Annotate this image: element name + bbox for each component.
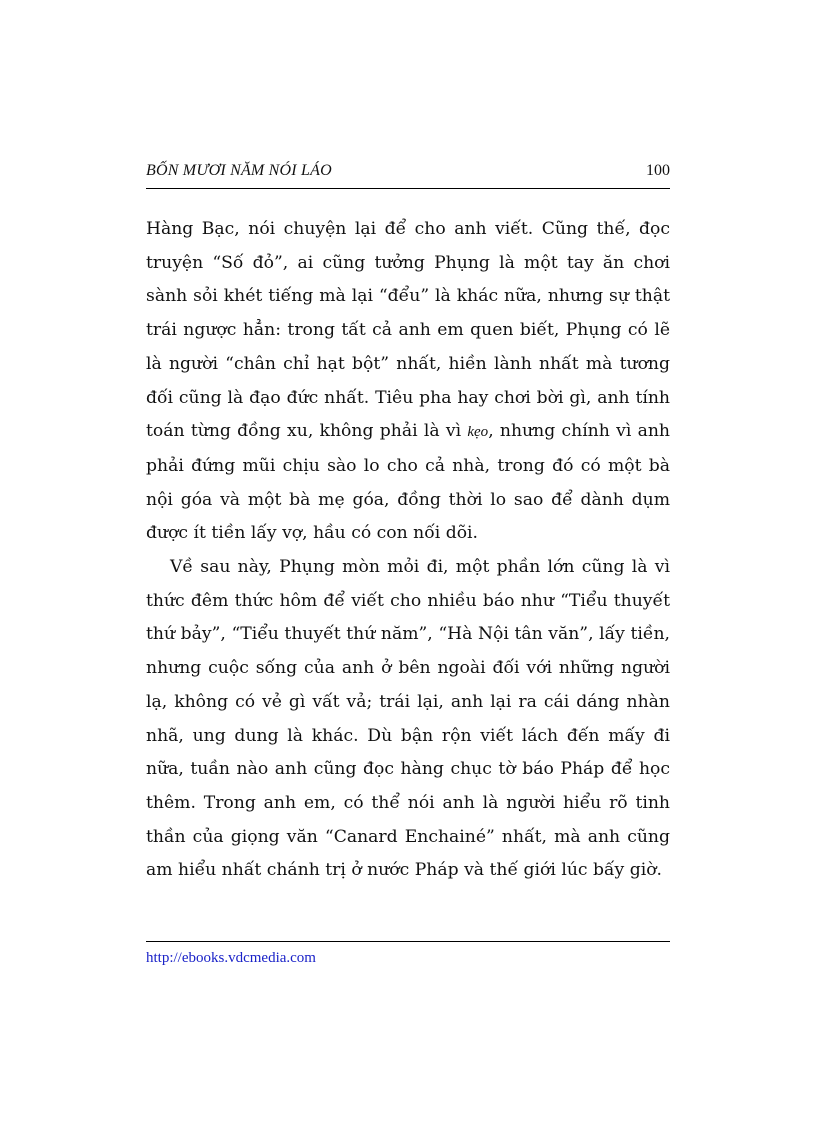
body-text: [146, 213, 670, 888]
book-title: BỐN MƯƠI NĂM NÓI LÁO: [146, 162, 332, 179]
paragraph: Về sau này, Phụng mòn mỏi đi, một phần lớn cũng là vì thức đêm thức hôm để viết cho nhiều báo như “Tiểu thuyết thứ bảy”, “Tiểu thuyết thứ năm”, “Hà Nội tân văn”, lấy tiền, nhưng cuộc sống của anh ở bên ngoài đối với những người lạ, không có vẻ gì vất vả; trái lại, anh lại ra cái dáng nhàn nhã, ung dung là khác. Dù bận rộn viết lách đến mấy đi nữa, tuần nào anh cũng đọc hàng chục tờ báo Pháp để học thêm. Trong anh em, có thể nói anh là người hiểu rõ tinh thần của giọng văn “Canard Enchainé” nhất, mà anh cũng am hiểu nhất chánh trị ở nước Pháp và thế giới lúc bấy giờ.: [146, 557, 670, 881]
running-header: [146, 162, 670, 188]
footer-link[interactable]: http://ebooks.vdcmedia.com: [146, 950, 316, 966]
paragraph: [146, 213, 670, 551]
header-divider: [146, 188, 670, 189]
paragraph-text: , nhưng chính vì anh phải đứng mũi chịu sào lo cho cả nhà, trong đó có một bà nội góa và một bà mẹ góa, đồng thời lo sao để dành dụm được ít tiền lấy vợ, hầu có con nối dõi.: [146, 421, 670, 544]
footer-divider: [146, 941, 670, 942]
italic-word: kẹo: [467, 424, 489, 441]
page-number: 100: [646, 162, 670, 179]
paragraph-text: Hàng Bạc, nói chuyện lại để cho anh viết. Cũng thế, đọc truyện “Số đỏ”, ai cũng tưởng Phụng là một tay ăn chơi sành sỏi khét tiếng mà lại “đểu” là khác nữa, nhưng sự thật trái ngược hẳn: trong tất cả anh em quen biết, Phụng có lẽ là người “chân chỉ hạt bột” nhất, hiền lành nhất mà tương đối cũng là đạo đức nhất. Tiêu pha hay chơi bời gì, anh tính toán từng đồng xu, không phải là vì: [146, 219, 670, 442]
